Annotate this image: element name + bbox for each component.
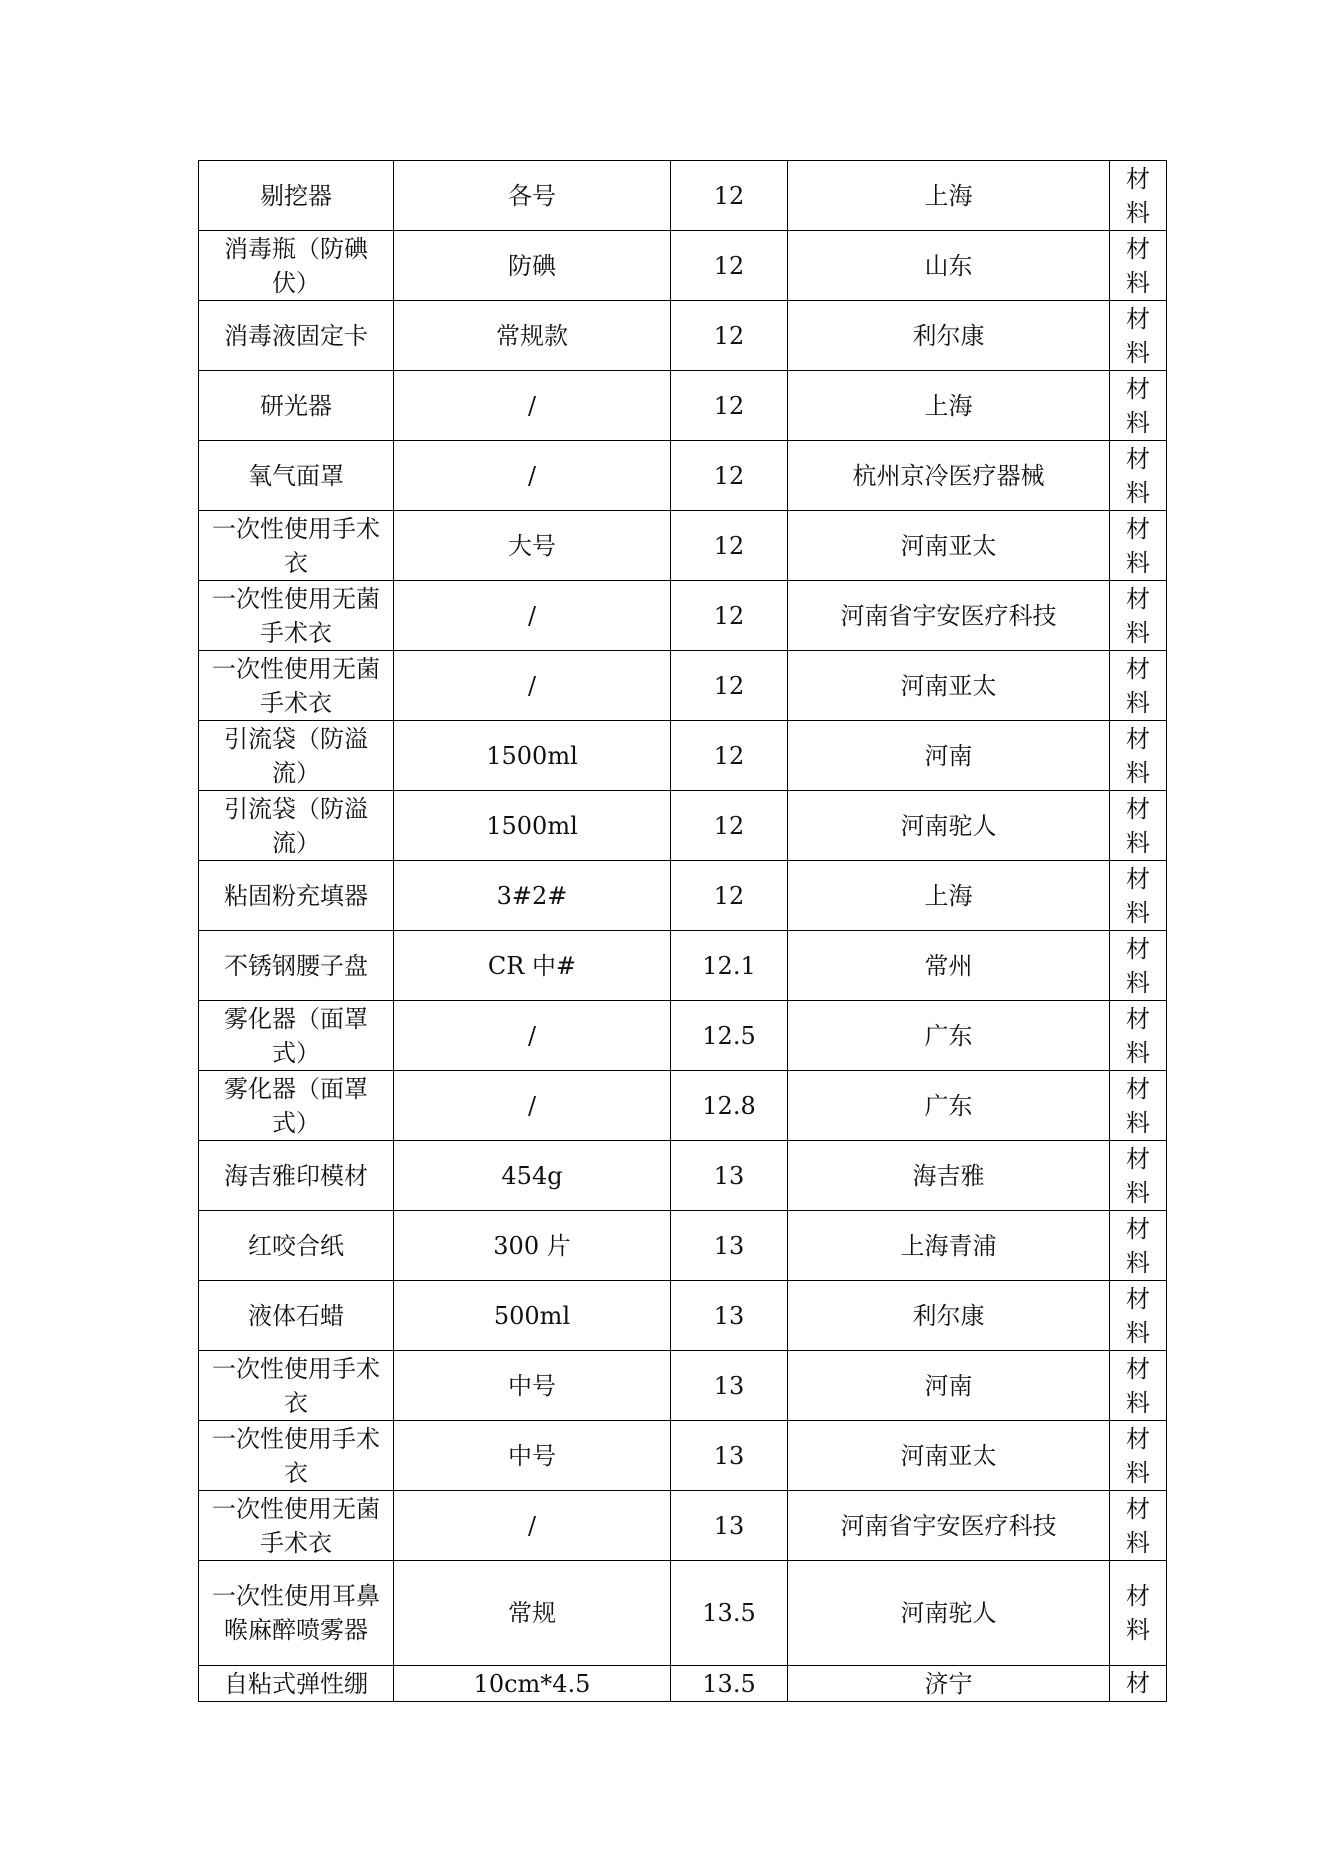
- item-name-cell: 不锈钢腰子盘: [199, 931, 394, 1001]
- item-spec-cell: 大号: [394, 511, 671, 581]
- item-category-text: 材料: [1126, 794, 1150, 857]
- item-spec-cell: 300 片: [394, 1211, 671, 1281]
- table-row: [199, 231, 1167, 301]
- item-origin-cell: 常州: [788, 931, 1110, 1001]
- item-price-cell: 12: [671, 861, 788, 931]
- item-price-cell: 12: [671, 231, 788, 301]
- item-category-text: 材料: [1126, 584, 1150, 647]
- table-row: [199, 931, 1167, 1001]
- item-category-text: 材料: [1126, 304, 1150, 367]
- item-origin-cell: 河南省宇安医疗科技: [788, 1491, 1110, 1561]
- item-category-text: 材料: [1126, 1144, 1150, 1207]
- item-price-cell: 13.5: [671, 1666, 788, 1702]
- item-spec-cell: /: [394, 581, 671, 651]
- item-name-cell: 一次性使用无菌手术衣: [199, 1491, 394, 1561]
- table-row: [199, 1421, 1167, 1491]
- item-origin-cell: 上海: [788, 371, 1110, 441]
- item-spec-cell: /: [394, 1491, 671, 1561]
- item-name-cell: 一次性使用手术衣: [199, 1351, 394, 1421]
- item-category-text: 材: [1126, 1669, 1150, 1697]
- table-row: [199, 301, 1167, 371]
- item-name-cell: 海吉雅印模材: [199, 1141, 394, 1211]
- item-price-cell: 13: [671, 1421, 788, 1491]
- materials-table-body: [199, 161, 1167, 1702]
- item-name-cell: 引流袋（防溢流）: [199, 721, 394, 791]
- item-origin-cell: 上海青浦: [788, 1211, 1110, 1281]
- table-row: [199, 511, 1167, 581]
- item-price-cell: 12.8: [671, 1071, 788, 1141]
- item-spec-cell: CR 中#: [394, 931, 671, 1001]
- item-origin-cell: 河南: [788, 1351, 1110, 1421]
- item-origin-cell: 上海: [788, 861, 1110, 931]
- table-row: [199, 1141, 1167, 1211]
- table-row: [199, 161, 1167, 231]
- item-category-cell: [1110, 161, 1167, 231]
- item-price-cell: 12: [671, 511, 788, 581]
- item-origin-cell: 河南驼人: [788, 1561, 1110, 1666]
- item-price-cell: 12: [671, 441, 788, 511]
- item-origin-cell: 山东: [788, 231, 1110, 301]
- item-category-text: 材料: [1126, 234, 1150, 297]
- item-name-cell: 雾化器（面罩式）: [199, 1071, 394, 1141]
- item-origin-cell: 利尔康: [788, 301, 1110, 371]
- item-category-text: 材料: [1126, 864, 1150, 927]
- item-category-text: 材料: [1126, 1284, 1150, 1347]
- table-row: [199, 1281, 1167, 1351]
- item-price-cell: 12: [671, 371, 788, 441]
- item-category-text: 材料: [1126, 654, 1150, 717]
- item-category-text: 材料: [1126, 164, 1150, 227]
- table-row: [199, 1001, 1167, 1071]
- item-category-cell: [1110, 511, 1167, 581]
- item-category-cell: [1110, 231, 1167, 301]
- item-origin-cell: 广东: [788, 1001, 1110, 1071]
- item-price-cell: 12: [671, 581, 788, 651]
- item-category-cell: [1110, 721, 1167, 791]
- item-name-cell: 引流袋（防溢流）: [199, 791, 394, 861]
- item-category-text: 材料: [1126, 1004, 1150, 1067]
- item-name-cell: 一次性使用无菌手术衣: [199, 581, 394, 651]
- item-category-cell: [1110, 861, 1167, 931]
- item-name-cell: 粘固粉充填器: [199, 861, 394, 931]
- item-spec-cell: /: [394, 1001, 671, 1071]
- item-category-text: 材料: [1126, 1494, 1150, 1557]
- item-origin-cell: 河南驼人: [788, 791, 1110, 861]
- item-category-cell: [1110, 931, 1167, 1001]
- item-spec-cell: 中号: [394, 1351, 671, 1421]
- table-row: [199, 1211, 1167, 1281]
- item-name-cell: 一次性使用无菌手术衣: [199, 651, 394, 721]
- item-origin-cell: 上海: [788, 161, 1110, 231]
- item-category-text: 材料: [1126, 934, 1150, 997]
- item-spec-cell: /: [394, 371, 671, 441]
- item-price-cell: 13.5: [671, 1561, 788, 1666]
- table-row: [199, 721, 1167, 791]
- item-category-cell: [1110, 1491, 1167, 1561]
- item-category-cell: [1110, 1211, 1167, 1281]
- item-origin-cell: 利尔康: [788, 1281, 1110, 1351]
- item-name-cell: 一次性使用手术衣: [199, 511, 394, 581]
- item-name-cell: 雾化器（面罩式）: [199, 1001, 394, 1071]
- item-category-text: 材料: [1126, 444, 1150, 507]
- table-row: [199, 1351, 1167, 1421]
- table-row: [199, 1491, 1167, 1561]
- item-price-cell: 12.1: [671, 931, 788, 1001]
- item-category-cell: [1110, 441, 1167, 511]
- item-name-cell: 剔挖器: [199, 161, 394, 231]
- item-spec-cell: 常规款: [394, 301, 671, 371]
- item-origin-cell: 杭州京冷医疗器械: [788, 441, 1110, 511]
- item-category-text: 材料: [1126, 1074, 1150, 1137]
- item-category-cell: [1110, 1351, 1167, 1421]
- item-spec-cell: 1500ml: [394, 721, 671, 791]
- item-spec-cell: 10cm*4.5: [394, 1666, 671, 1702]
- item-category-text: 材料: [1126, 1214, 1150, 1277]
- item-spec-cell: 各号: [394, 161, 671, 231]
- item-price-cell: 12: [671, 721, 788, 791]
- item-name-cell: 红咬合纸: [199, 1211, 394, 1281]
- item-origin-cell: 河南省宇安医疗科技: [788, 581, 1110, 651]
- item-spec-cell: 500ml: [394, 1281, 671, 1351]
- item-category-cell: [1110, 1281, 1167, 1351]
- table-row: [199, 441, 1167, 511]
- table-row: [199, 1071, 1167, 1141]
- item-origin-cell: 河南: [788, 721, 1110, 791]
- item-name-cell: 研光器: [199, 371, 394, 441]
- table-row: [199, 791, 1167, 861]
- item-origin-cell: 河南亚太: [788, 511, 1110, 581]
- item-spec-cell: /: [394, 651, 671, 721]
- item-name-cell: 消毒瓶（防碘伏）: [199, 231, 394, 301]
- table-row: [199, 861, 1167, 931]
- item-category-cell: [1110, 301, 1167, 371]
- item-category-text: 材料: [1126, 1582, 1150, 1644]
- item-spec-cell: 3#2#: [394, 861, 671, 931]
- item-spec-cell: 常规: [394, 1561, 671, 1666]
- item-spec-cell: 1500ml: [394, 791, 671, 861]
- item-spec-cell: /: [394, 1071, 671, 1141]
- table-row: [199, 1561, 1167, 1666]
- item-price-cell: 13: [671, 1491, 788, 1561]
- item-origin-cell: 济宁: [788, 1666, 1110, 1702]
- materials-table: [198, 160, 1167, 1702]
- item-origin-cell: 河南亚太: [788, 1421, 1110, 1491]
- item-origin-cell: 广东: [788, 1071, 1110, 1141]
- item-category-cell: [1110, 651, 1167, 721]
- item-price-cell: 13: [671, 1281, 788, 1351]
- item-name-cell: 液体石蜡: [199, 1281, 394, 1351]
- item-spec-cell: 防碘: [394, 231, 671, 301]
- table-row: [199, 581, 1167, 651]
- item-category-cell: [1110, 1421, 1167, 1491]
- table-row: [199, 1666, 1167, 1702]
- item-name-cell: 氧气面罩: [199, 441, 394, 511]
- item-origin-cell: 河南亚太: [788, 651, 1110, 721]
- item-category-text: 材料: [1126, 1354, 1150, 1417]
- item-price-cell: 12.5: [671, 1001, 788, 1071]
- item-price-cell: 13: [671, 1141, 788, 1211]
- item-spec-cell: 中号: [394, 1421, 671, 1491]
- item-name-cell: 一次性使用手术衣: [199, 1421, 394, 1491]
- item-category-cell: [1110, 1141, 1167, 1211]
- item-price-cell: 12: [671, 301, 788, 371]
- item-price-cell: 12: [671, 651, 788, 721]
- item-category-cell: [1110, 371, 1167, 441]
- item-price-cell: 13: [671, 1351, 788, 1421]
- item-price-cell: 12: [671, 791, 788, 861]
- item-name-cell: 消毒液固定卡: [199, 301, 394, 371]
- table-row: [199, 371, 1167, 441]
- item-category-cell: [1110, 1001, 1167, 1071]
- item-category-text: 材料: [1126, 514, 1150, 577]
- item-category-text: 材料: [1126, 1424, 1150, 1487]
- item-category-cell: [1110, 791, 1167, 861]
- item-price-cell: 12: [671, 161, 788, 231]
- item-spec-cell: 454g: [394, 1141, 671, 1211]
- item-spec-cell: /: [394, 441, 671, 511]
- item-category-cell: [1110, 1071, 1167, 1141]
- item-name-cell: 自粘式弹性绷: [199, 1666, 394, 1702]
- item-category-cell: [1110, 1666, 1167, 1702]
- table-row: [199, 651, 1167, 721]
- item-name-cell: 一次性使用耳鼻喉麻醉喷雾器: [199, 1561, 394, 1666]
- item-category-text: 材料: [1126, 724, 1150, 787]
- item-category-text: 材料: [1126, 374, 1150, 437]
- item-category-cell: [1110, 1561, 1167, 1666]
- item-price-cell: 13: [671, 1211, 788, 1281]
- item-origin-cell: 海吉雅: [788, 1141, 1110, 1211]
- item-category-cell: [1110, 581, 1167, 651]
